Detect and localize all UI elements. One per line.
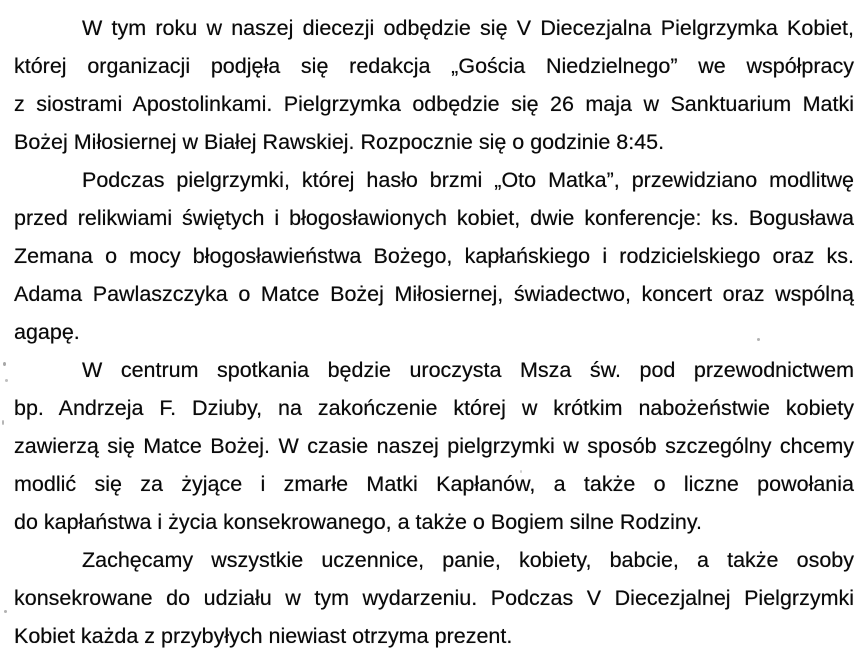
text-line: W tym roku w naszej diecezji odbędzie się V Diecezjalna Pielgrzymka Kobiet, [82, 16, 854, 40]
text-line: W centrum spotkania będzie uroczysta Msza św. pod przewodnictwem [82, 358, 854, 382]
text-line: modlić się za żyjące i zmarłe Matki Kapłanów, a także o liczne powołania [14, 472, 854, 496]
text-line: Zemana o mocy błogosławieństwa Bożego, kapłańskiego i rodzicielskiego oraz ks. [14, 244, 854, 268]
text-line: Podczas pielgrzymki, której hasło brzmi „Oto Matka”, przewidziano modlitwę [82, 168, 854, 192]
paragraph-program [14, 161, 854, 351]
text-line: której organizacji podjęła się redakcja „Gościa Niedzielnego” we współpracy [14, 54, 854, 78]
text-line: Bożej Miłosiernej w Białej Rawskiej. Rozpocznie się o godzinie 8:45. [14, 130, 665, 154]
paragraph-announcement [14, 9, 854, 161]
document-page [14, 9, 854, 655]
scan-noise-speck [5, 379, 8, 382]
scan-noise-speck [3, 362, 6, 366]
text-line: Adama Pawlaszczyka o Matce Bożej Miłosiernej, świadectwo, koncert oraz wspólną [14, 282, 854, 306]
text-line: Kobiet każda z przybyłych niewiast otrzyma prezent. [14, 624, 513, 648]
scan-noise-speck [4, 610, 7, 613]
paragraph-mass [14, 351, 854, 541]
text-line: przed relikwiami świętych i błogosławionych kobiet, dwie konferencje: ks. Bogusława [14, 206, 854, 230]
text-line: bp. Andrzeja F. Dziuby, na zakończenie której w krótkim nabożeństwie kobiety [14, 396, 854, 420]
text-line: z siostrami Apostolinkami. Pielgrzymka odbędzie się 26 maja w Sanktuarium Matki [14, 92, 854, 116]
scan-noise-speck [757, 338, 760, 341]
scan-noise-speck [2, 420, 4, 425]
text-line: Zachęcamy wszystkie uczennice, panie, kobiety, babcie, a także osoby [82, 548, 854, 572]
text-line: do kapłaństwa i życia konsekrowanego, a także o Bogiem silne Rodziny. [14, 510, 702, 534]
text-line: konsekrowane do udziału w tym wydarzeniu. Podczas V Diecezjalnej Pielgrzymki [14, 586, 854, 610]
paragraph-invitation [14, 541, 854, 655]
text-line: zawierzą się Matce Bożej. W czasie naszej pielgrzymki w sposób szczególny chcemy [14, 434, 854, 458]
scan-noise-speck [520, 470, 522, 473]
text-line: agapę. [14, 320, 80, 344]
